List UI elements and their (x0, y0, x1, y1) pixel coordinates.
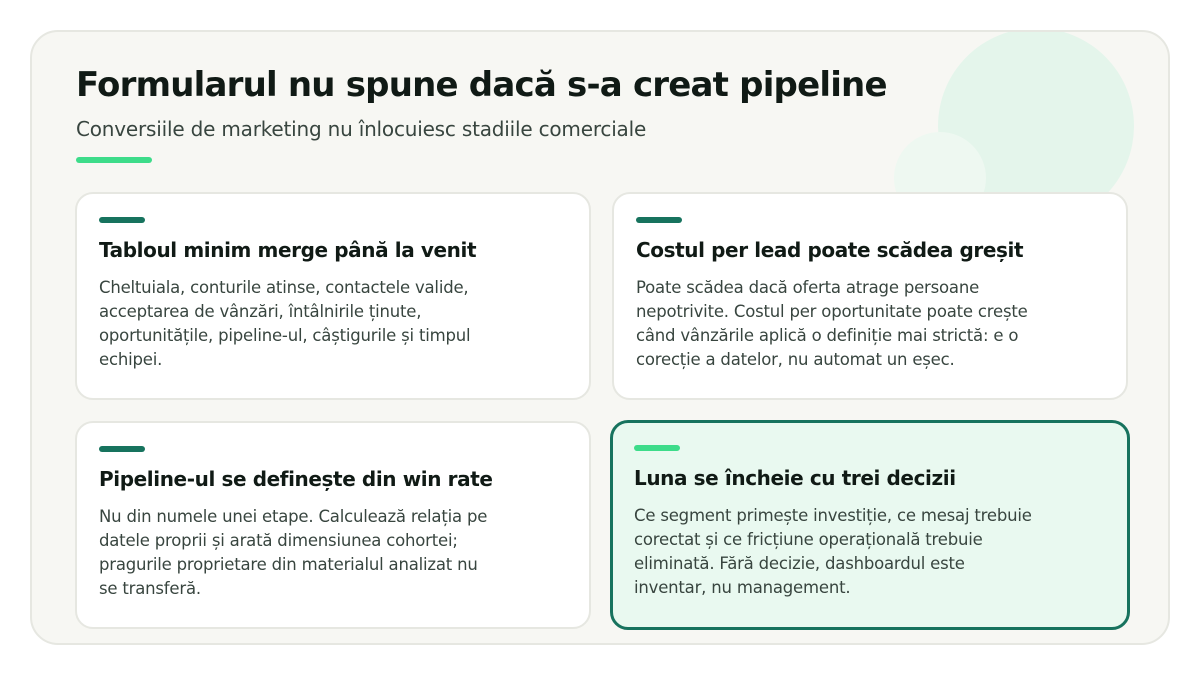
card-title: Costul per lead poate scădea greșit (636, 238, 1024, 262)
card-body-line: acceptarea de vânzări, întâlnirile ținute, (99, 302, 422, 321)
card-body-line: Nu din numele unei etape. Calculează relația pe (99, 507, 488, 526)
slide-frame (30, 30, 1170, 645)
card-accent-bar (99, 446, 145, 452)
card-three-decisions (610, 420, 1130, 630)
card-body (634, 504, 1104, 600)
card-body-line: corectat și ce fricțiune operațională trebuie (634, 530, 983, 549)
card-body-line: oportunitățile, pipeline-ul, câștigurile și timpul (99, 326, 471, 345)
card-body-line: se transferă. (99, 579, 201, 598)
card-title: Pipeline-ul se definește din win rate (99, 467, 493, 491)
card-title: Luna se încheie cu trei decizii (634, 466, 956, 490)
card-body (636, 276, 1106, 372)
title-accent-rule (76, 157, 152, 163)
card-accent-bar (636, 217, 682, 223)
card-body-line: nepotrivite. Costul per oportunitate poate crește (636, 302, 1028, 321)
card-body-line: datele proprii și arată dimensiunea cohortei; (99, 531, 458, 550)
card-body (99, 276, 569, 372)
card-body-line: Poate scădea dacă oferta atrage persoane (636, 278, 980, 297)
card-title: Tabloul minim merge până la venit (99, 238, 477, 262)
card-cost-per-lead (612, 192, 1128, 400)
card-body-line: corecție a datelor, nu automat un eșec. (636, 350, 955, 369)
card-body-line: echipei. (99, 350, 163, 369)
card-body-line: Ce segment primește investiție, ce mesaj trebuie (634, 506, 1032, 525)
card-accent-bar (634, 445, 680, 451)
page-title: Formularul nu spune dacă s-a creat pipeline (76, 65, 887, 105)
card-body (99, 505, 569, 601)
page-subtitle: Conversiile de marketing nu înlocuiesc stadiile comerciale (76, 117, 647, 141)
card-minimum-dashboard (75, 192, 591, 400)
card-body-line: eliminată. Fără decizie, dashboardul este (634, 554, 965, 573)
card-body-line: când vânzările aplică o definiție mai strictă: e o (636, 326, 1019, 345)
card-pipeline-win-rate (75, 421, 591, 629)
card-body-line: pragurile proprietare din materialul analizat nu (99, 555, 478, 574)
card-body-line: Cheltuiala, conturile atinse, contactele valide, (99, 278, 469, 297)
card-body-line: inventar, nu management. (634, 578, 851, 597)
card-accent-bar (99, 217, 145, 223)
